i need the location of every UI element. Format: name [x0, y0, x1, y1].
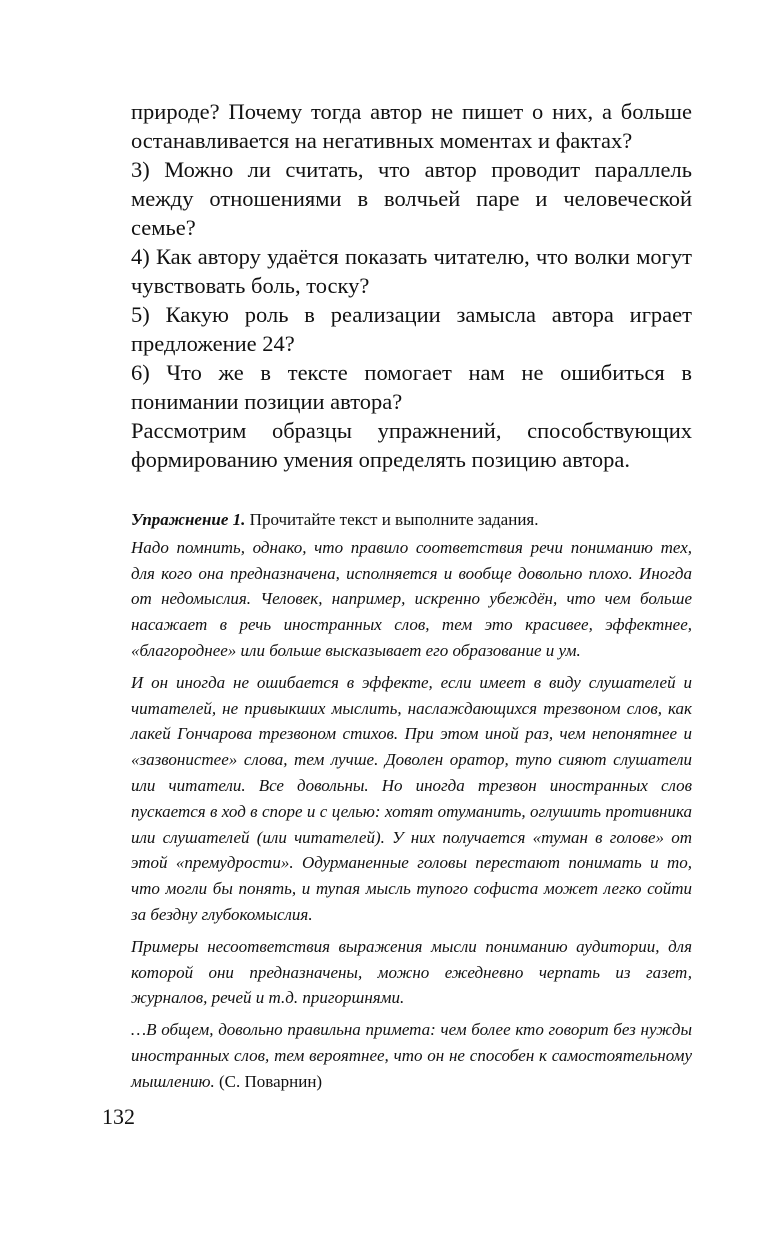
exercise-author: (С. Поварнин) — [219, 1071, 323, 1091]
question-3-text: 3) Можно ли считать, что автор проводит параллель между отношениями в волчьей паре и человеческой семье? — [131, 157, 692, 240]
exercise-instruction: Прочитайте текст и выполните задания. — [249, 510, 539, 529]
continued-question: природе? Почему тогда автор не пишет о них, а больше останавливается на негативных моментах и фактах? — [131, 99, 692, 153]
questions-block — [131, 97, 692, 474]
exercise-paragraph-3: Примеры несоответствия выражения мысли пониманию аудитории, для которой они предназначены, можно ежедневно черпать из газет, журналов, речей и т.д. пригоршнями. — [131, 936, 692, 1008]
exercise-paragraph-1: Надо помнить, однако, что правило соответствия речи пониманию тех, для кого она предназначена, исполняется и вообще довольно плохо. Иногда от недомыслия. Человек, например, искренно убеждён, что чем больше насажает в речь иностранных слов, тем это красивее, эффектнее, «благороднее» или больше высказывает его образование и ум. — [131, 537, 692, 660]
question-5: 5) Какую роль в реализации замысла автора играет предложение 24? — [131, 302, 692, 356]
question-4: 4) Как автору удаётся показать читателю, что волки могут чувствовать боль, тоску? — [131, 244, 692, 298]
question-6: 6) Что же в тексте помогает нам не ошибиться в понимании позиции автора? — [131, 360, 692, 414]
exercise-paragraph-4-text: …В общем, довольно правильна примета: чем более кто говорит без нужды иностранных слов, тем вероятнее, что он не способен к самостоятельному мышлению. — [131, 1020, 692, 1091]
exercise-paragraph-4 — [131, 1017, 692, 1094]
page-content — [131, 97, 692, 1101]
intro-paragraph: Рассмотрим образцы упражнений, способствующих формированию умения определять позицию автора. — [131, 418, 692, 472]
exercise-paragraph-2: И он иногда не ошибается в эффекте, если имеет в виду слушателей и читателей, не привыкших мыслить, наслаждающихся трезвоном слов, как лакей Гончарова трезвоном стихов. При этом иной раз, чем непонятнее и «зазвонистее» слова, тем лучше. Доволен оратор, тупо сияют слушатели или читатели. Все довольны. Но иногда трезвон иностранных слов пускается в ход в споре и с целью: хотят отуманить, оглушить противника или слушателей (или читателей). У них получается «туман в голове» от этой «премудрости». Одурманенные головы перестают понимать и то, что могли бы понять, и тупая мысль тупого софиста может легко сойти за бездну глубокомыслия. — [131, 672, 692, 924]
question-3 — [131, 155, 692, 242]
exercise-1 — [131, 507, 692, 1095]
page-number: 132 — [102, 1104, 135, 1129]
exercise-heading — [131, 507, 692, 533]
exercise-label: Упражнение 1. — [131, 510, 246, 529]
